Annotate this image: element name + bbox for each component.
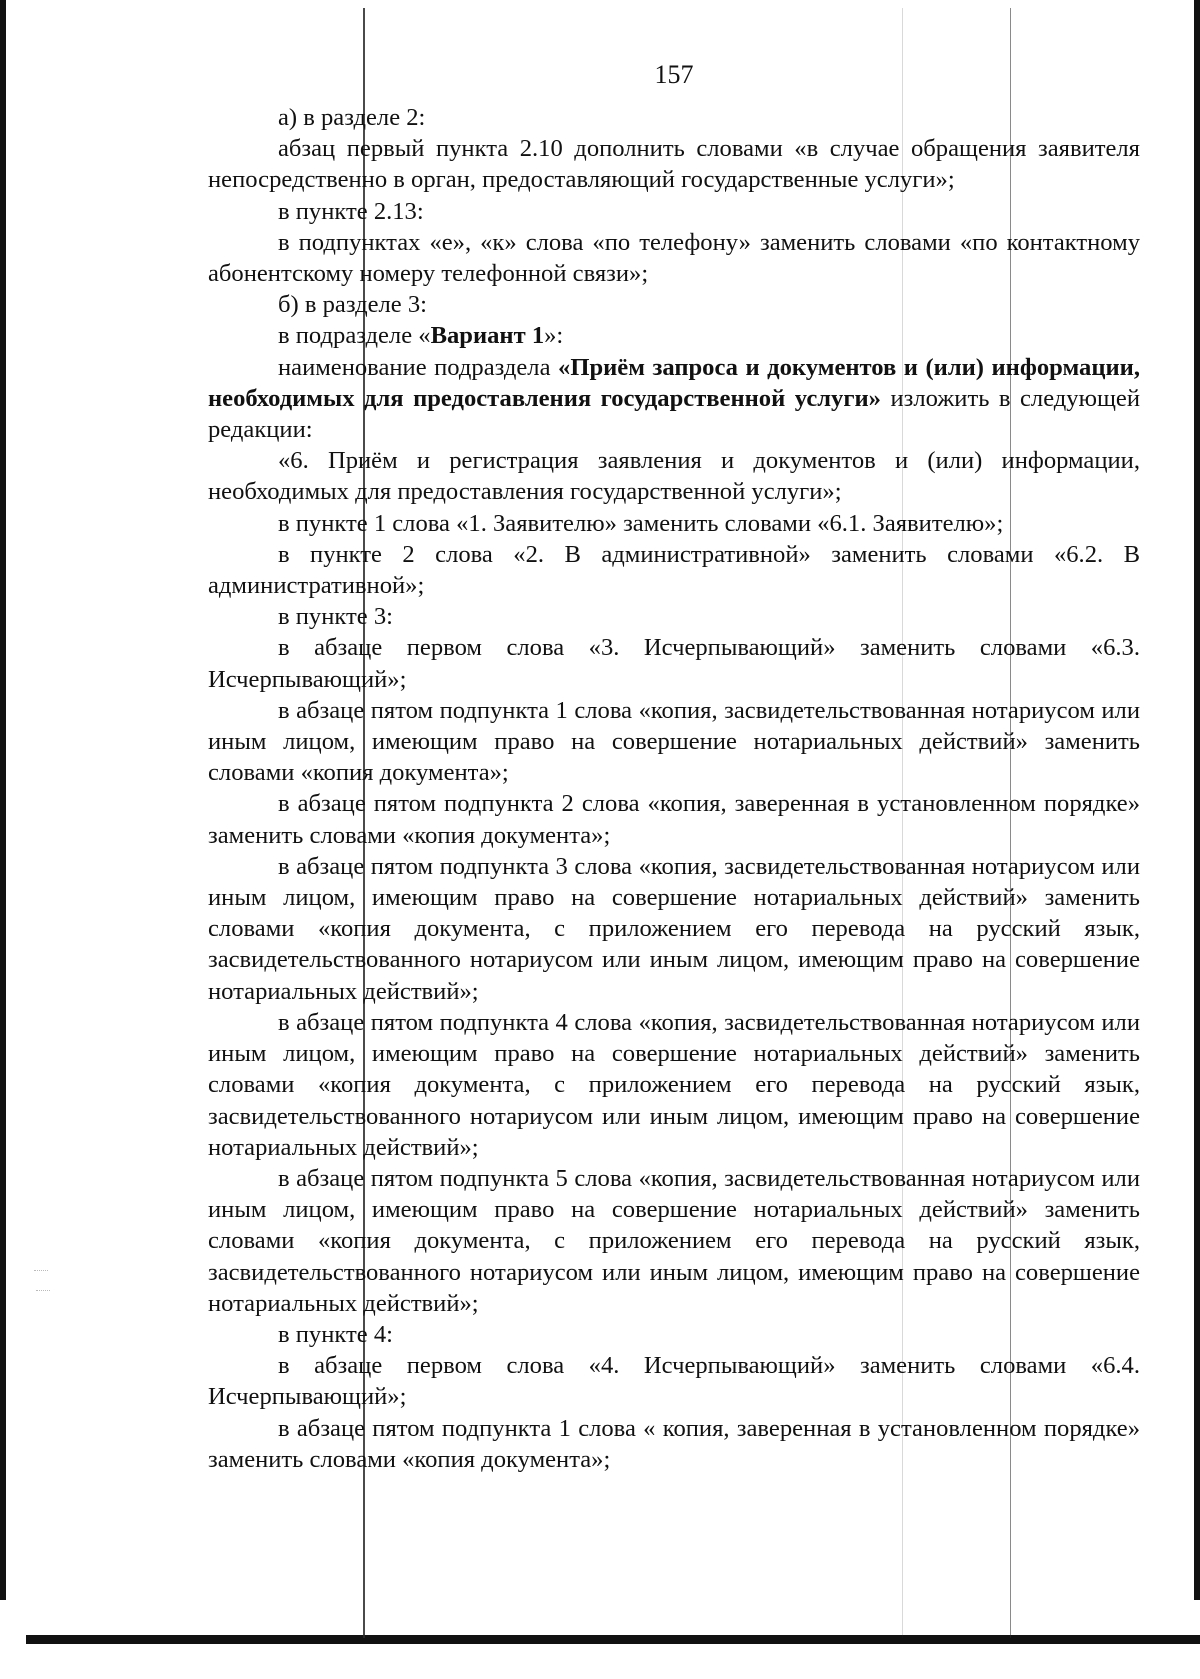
document-body [208,102,1140,1475]
paragraph: «6. Приём и регистрация заявления и документов и (или) информации, необходимых для предоставления государственной услуги»; [208,447,1140,506]
paragraph [208,320,1140,351]
scan-speck [36,1290,50,1299]
scan-edge-right [1194,0,1200,1600]
paragraph-text: »: [544,322,564,350]
paragraph [208,352,1140,446]
variant-title: Вариант 1 [430,322,545,350]
paragraph: в абзаце пятом подпункта 1 слова « копия, заверенная в установленном порядке» заменить словами «копия документа»; [208,1414,1140,1473]
paragraph: в абзаце первом слова «3. Исчерпывающий» заменить словами «6.3. Исчерпывающий»; [208,634,1140,693]
scan-edge-left [0,0,6,1600]
paragraph: абзац первый пункта 2.10 дополнить словами «в случае обращения заявителя непосредственно в орган, предоставляющий государственные услуги»; [208,135,1140,194]
paragraph: в абзаце пятом подпункта 4 слова «копия, засвидетельствованная нотариусом или иным лицом, имеющим право на совершение нотариальных действий» заменить словами «копия документа, с приложением его перевода на русский язык, засвидетельствованного нотариусом или иным лицом, имеющим право на совершение нотариальных действий»; [208,1008,1140,1161]
paragraph: в пункте 3: [278,603,393,631]
paragraph: в абзаце пятом подпункта 1 слова «копия, засвидетельствованная нотариусом или иным лицом, имеющим право на совершение нотариальных действий» заменить словами «копия документа»; [208,696,1140,787]
paragraph: в абзаце пятом подпункта 2 слова «копия, заверенная в установленном порядке» заменить словами «копия документа»; [208,790,1140,849]
paragraph: в подпунктах «е», «к» слова «по телефону» заменить словами «по контактному абонентскому номеру телефонной связи»; [208,228,1140,288]
paragraph: в пункте 2.13: [278,197,424,225]
paragraph: в пункте 1 слова «1. Заявителю» заменить словами «6.1. Заявителю»; [278,509,1004,537]
paragraph-text: в подразделе « [278,322,431,350]
paragraph: в абзаце пятом подпункта 3 слова «копия, засвидетельствованная нотариусом или иным лицом, имеющим право на совершение нотариальных действий» заменить словами «копия документа, с приложением его перевода на русский язык, засвидетельствованного нотариусом или иным лицом, имеющим право на совершение нотариальных действий»; [208,852,1140,1005]
scan-edge-bottom [26,1635,1200,1644]
paragraph: в пункте 2 слова «2. В административной» заменить словами «6.2. В административной»; [208,540,1140,600]
paragraph: а) в разделе 2: [278,104,426,131]
paragraph: б) в разделе 3: [278,291,427,319]
paragraph: в абзаце пятом подпункта 5 слова «копия, засвидетельствованная нотариусом или иным лицом, имеющим право на совершение нотариальных действий» заменить словами «копия документа, с приложением его перевода на русский язык, засвидетельствованного нотариусом или иным лицом, имеющим право на совершение нотариальных действий»; [208,1164,1140,1317]
page-number: 157 [654,60,694,89]
paragraph: в абзаце первом слова «4. Исчерпывающий» заменить словами «6.4. Исчерпывающий»; [208,1352,1140,1411]
scan-speck [34,1270,48,1279]
paragraph-text: наименование подраздела [278,353,559,381]
paragraph-text: изложить в следующей редакции: [208,384,1140,444]
paragraph: в пункте 4: [278,1320,393,1348]
subsection-title: «Приём запроса и документов и (или) информации, необходимых для предоставления государственной услуги» [208,353,1140,412]
